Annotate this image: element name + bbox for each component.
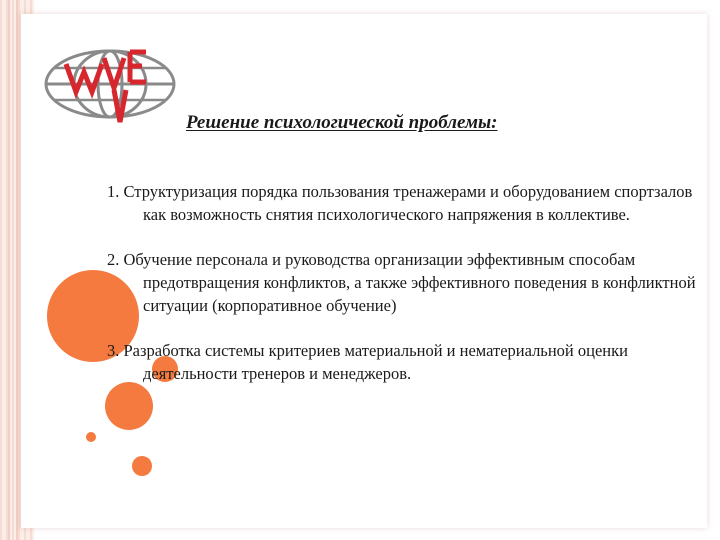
decorative-circle-small xyxy=(132,456,152,476)
page-title: Решение психологической проблемы: xyxy=(186,112,498,133)
decorative-stripe-line xyxy=(16,0,18,540)
decorative-circle-medium xyxy=(105,382,153,430)
list-item: 3. Разработка системы критериев материальной и нематериальной оценки деятельности тренеров и менеджеров. xyxy=(107,341,628,383)
list-item: 1. Структуризация порядка пользования тренажерами и оборудованием спортзалов как возможность снятия психологического напряжения в коллективе. xyxy=(107,182,693,224)
list-item: 2. Обучение персонала и руководства организации эффективным способам предотвращения конфликтов, а также эффективного поведения в конфликтной ситуации (корпоративное обучение) xyxy=(107,250,696,315)
globe-logo-icon xyxy=(38,44,178,128)
solution-list xyxy=(107,180,697,385)
decorative-circle-tiny xyxy=(86,432,96,442)
company-logo xyxy=(38,44,178,128)
decorative-stripe-line xyxy=(8,0,10,540)
